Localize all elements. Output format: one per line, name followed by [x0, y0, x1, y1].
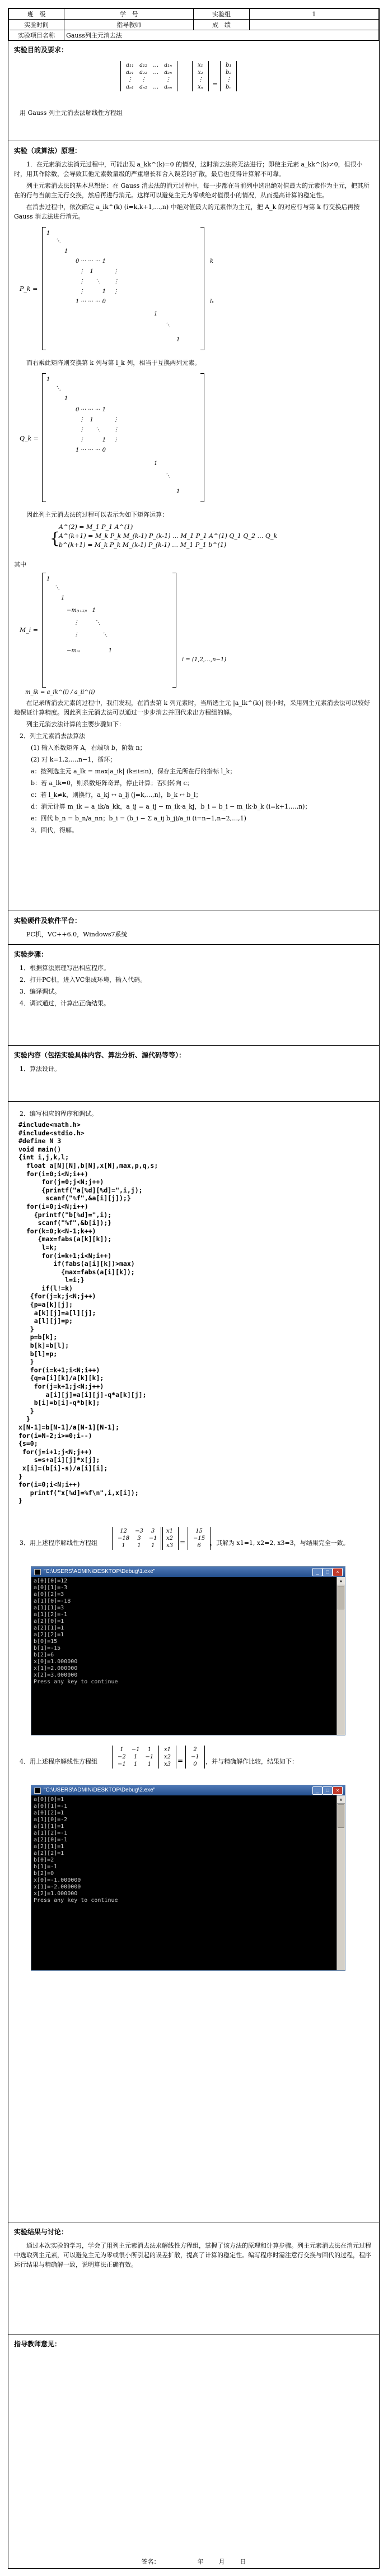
header-project-label: 实验项目名称: [9, 30, 64, 41]
algorithm-title: 2．列主元素消去法算法: [20, 732, 85, 740]
matrix-cell: −1: [148, 1535, 157, 1542]
step-item: 3．编译调试。: [20, 988, 60, 995]
vector-cell: x3: [164, 1761, 171, 1767]
matrix-cell: 3: [137, 1535, 141, 1542]
console-line: b[1]=-1: [34, 1864, 58, 1870]
purpose-line: 用 Gauss 列主元消去法解线性方程组: [20, 109, 123, 117]
code-line: void main(): [18, 1145, 62, 1153]
header-group-value: 1: [249, 9, 378, 20]
code-line: }: [18, 1415, 30, 1423]
item3-vector-x: [161, 1527, 179, 1550]
scroll-up-arrow-icon[interactable]: ▲: [337, 1577, 345, 1585]
item3-vector-b: [188, 1527, 211, 1550]
algorithm-step: c：若 l_k≠k，则换行，a_kj ↔ a_lj (j=k,…,n)，b_k ↔ b_l；: [31, 791, 202, 799]
item4-equals-sign: =: [177, 1757, 184, 1765]
console-line: x[0]=-1.000000: [34, 1877, 81, 1883]
algorithm-step: (1) 输入系数矩阵 A，右端项 b，阶数 n；: [31, 744, 146, 751]
code-line: a[l][j]=p;: [18, 1317, 73, 1325]
console-line: a[2][0]=1: [34, 1618, 64, 1624]
console-line: a[0][1]=-3: [34, 1585, 68, 1591]
code-block-area: [14, 1107, 373, 1505]
principle-paragraph-4: 在记录所消去元素的过程中，我们发现，在消去第 k 列元素时，当所选主元 |a_lk^(k)| 很小时，采用列主元素消去法可以较好地保证计算精度。因此列主元消去法可以通过一步步消去并回代求出方程组的解。: [14, 699, 370, 716]
code-line: l=k;: [18, 1243, 58, 1251]
matrix-cell: 1: [121, 1543, 125, 1549]
where-label: 其中: [14, 561, 26, 568]
close-button[interactable]: ×: [333, 1786, 343, 1795]
matrix-cell: −1: [145, 1754, 154, 1760]
content-divider: [8, 1101, 379, 1102]
vector-cell: x3: [166, 1543, 174, 1549]
matrix-cell: −3: [135, 1528, 143, 1534]
code-line: if(l!=k): [18, 1284, 73, 1292]
signature-line: [8, 2557, 379, 2566]
console-line: a[2][1]=1: [34, 1844, 64, 1850]
console-line: b[0]=15: [34, 1639, 58, 1645]
code-line: scanf("%f",&a[i][j]);}: [18, 1194, 131, 1203]
maximize-button[interactable]: □: [322, 1786, 333, 1795]
console-line: a[1][2]=-1: [34, 1830, 68, 1836]
console-1-output: [31, 1577, 345, 1686]
vector-cell: 6: [197, 1543, 201, 1549]
code-line: l=i;}: [18, 1276, 85, 1284]
code-line: b[i]=b[i]-q*b[k];: [18, 1399, 100, 1407]
code-line: }: [18, 1407, 34, 1415]
code-line: #define N 3: [18, 1137, 62, 1145]
algorithm-step: (2) 对 k=1,2,…,n−1，循环；: [31, 756, 116, 763]
equation-2: A^(k+1) = M_k P_k M_(k-1) P_(k-1) … M_1 P_1 A^(1) Q_1 Q_2 … Q_k: [59, 532, 278, 540]
console-line: b[2]=0: [34, 1870, 54, 1877]
principle-paragraph-2: 列主元素消去法的基本思想是：在 Gauss 消去法的消元过程中，每一步都在当前列中选出绝对值最大的元素作为主元，把其所在的行与当前主元行交换，然后再进行消元。这样可以避免主元为零或绝对值很小的情况，从而提高计算的稳定性。: [14, 182, 370, 199]
item3-suffix: ，其解为 x1=1, x2=2, x3=3，与结果完全一致。: [210, 1539, 349, 1547]
code-line: {printf("b[%d]=",i);: [18, 1210, 112, 1219]
code-line: scanf("%f",&b[i]);}: [18, 1219, 112, 1227]
maximize-button[interactable]: □: [322, 1568, 333, 1576]
matrix-p-label: P_k =: [20, 285, 38, 293]
summary-title: 实验结果与讨论：: [14, 2228, 68, 2236]
code-line: for(j=k+1;j<N;j++): [18, 1382, 104, 1390]
matrix-cell: −2: [118, 1754, 126, 1760]
code-line: }: [18, 1325, 34, 1333]
code-line: {p=a[k][j];: [18, 1301, 73, 1309]
code-line: x[N-1]=b[N-1]/a[N-1][N-1];: [18, 1423, 120, 1431]
header-score-value: [249, 20, 378, 30]
console-line: a[1][2]=-1: [34, 1612, 68, 1618]
console-icon: [34, 1788, 41, 1794]
principle-paragraph-3: 在消去过程中，依次确定 a_ik^(k) (i=k,k+1,…,n) 中绝对值最大的元素作为主元，把 A_k 的对应行与第 k 行交换后再按 Gauss 消去法进行消元。: [14, 203, 360, 220]
algorithm-steps: [31, 743, 373, 835]
code-line: {printf("a[%d][%d]=",i,j);: [18, 1186, 143, 1194]
header-score-label: 成 绩: [194, 20, 249, 30]
header-teacher-label: 指导教师: [64, 20, 194, 30]
console-2-scrollbar[interactable]: [336, 1795, 345, 1970]
scroll-thumb[interactable]: [338, 1586, 344, 1609]
principle-title: 实验（或算法）原理：: [14, 147, 82, 155]
equation-3: b^(k+1) = M_k P_k M_(k-1) P_(k-1) … M_1 P_1 b^(1): [59, 541, 227, 549]
console-1-title: "C:\USERS\ADMIN\DESKTOP\Debug\1.exe": [44, 1568, 156, 1575]
vector-cell: x1: [164, 1747, 171, 1753]
code-line: printf("x[%d]=%f\n",i,x[i]);: [18, 1488, 139, 1497]
console-line: a[0][2]=1: [34, 1810, 64, 1816]
report-header: [8, 8, 379, 41]
console-line: a[2][1]=1: [34, 1625, 64, 1631]
content-item-1: 1．算法设计。: [20, 1065, 60, 1073]
console-icon: [34, 1569, 41, 1575]
item3-matrix: [112, 1527, 163, 1550]
console-window-1: [31, 1566, 345, 1735]
equation-1: A^(2) = M_1 P_1 A^(1): [59, 523, 133, 531]
code-line: if(fabs(a[i][k])>max): [18, 1260, 135, 1268]
matrix-m-definition: m_ik = a_ik^(i) / a_ii^(i): [25, 689, 95, 695]
purpose-matrix-a: a₁₁ a₁₂ … a₁ₙ a₂₁ a₂₂ … a₂ₙ ⋮ ⋮ ⋮ aₙ₁ aₙ₂ … aₙₙ: [120, 61, 177, 91]
algorithm-step: a：按列选主元 a_lk = max|a_ik| (k≤i≤n)，保存主元所在行的指标 l_k；: [31, 768, 236, 775]
header-id-label: 学 号: [64, 9, 194, 20]
code-line: {q=a[i][k]/a[k][k];: [18, 1374, 104, 1382]
item4-vector-x: [158, 1746, 176, 1769]
purpose-title: 实验目的及要求：: [14, 46, 68, 54]
item4-prefix: 4．用上述程序解线性方程组: [20, 1758, 97, 1765]
vector-cell: 2: [193, 1747, 197, 1753]
matrix-cell: 12: [120, 1528, 127, 1534]
code-line: for(i=k+1;i<N;i++): [18, 1366, 100, 1374]
console-line: x[1]=2.000000: [34, 1665, 78, 1672]
purpose-equals-sign: =: [212, 80, 218, 88]
signature-label: 签名：: [141, 2558, 160, 2565]
vector-cell: −1: [191, 1754, 199, 1760]
principle-section: [8, 141, 379, 911]
vector-cell: −15: [193, 1535, 205, 1542]
algorithm-step: b：若 a_lk=0，则系数矩阵奇异，停止计算；否则转向 c；: [31, 779, 193, 787]
vector-cell: x2: [164, 1754, 171, 1760]
code-line: s=s+a[i][j]*x[j];: [18, 1456, 100, 1464]
console-line: b[2]=6: [34, 1652, 54, 1658]
code-line: a[k][j]=a[l][j];: [18, 1308, 96, 1317]
matrix-cell: −18: [118, 1535, 130, 1542]
code-line: {for(j=k;j<N;j++): [18, 1292, 96, 1301]
code-line: for(k=0;k<N-1;k++): [18, 1227, 96, 1235]
algorithm-step: 3．回代，得解。: [31, 827, 78, 834]
teacher-section: [8, 2334, 379, 2568]
code-line: p=b[k];: [18, 1333, 58, 1342]
code-line: }: [18, 1497, 22, 1505]
purpose-vector-b: b₁ b₂ ⋮ bₙ: [220, 61, 237, 91]
code-line: x[i]=(b[i]-s)/a[i][i];: [18, 1464, 108, 1472]
matrix-cell: 1: [133, 1761, 138, 1767]
purpose-vector-x: x₁ x₂ ⋮ xₙ: [192, 61, 209, 91]
console-2-titlebar: [31, 1785, 345, 1795]
item4-line: [14, 1746, 373, 1779]
matrix-cell: 1: [151, 1543, 155, 1549]
code-line: for(i=N-2;i>=0;i--): [18, 1431, 92, 1440]
matrix-cell: −1: [118, 1761, 126, 1767]
matrix-cell: 1: [137, 1543, 141, 1549]
matrix-cell: 1: [147, 1747, 152, 1753]
console-line: a[0][2]=3: [34, 1591, 64, 1598]
code-line: {max=fabs(a[k][k]);: [18, 1235, 112, 1243]
console-window-2: [31, 1785, 345, 1971]
item4-matrix: [112, 1746, 159, 1769]
summary-text: 通过本次实验的学习，学会了用列主元素消去法求解线性方程组，掌握了该方法的原理和计算步骤。列主元素消去法在消元过程中选取列主元素，可以避免主元为零或很小所引起的误差扩散，提高了计算的稳定性。编写程序时需注意行交换与回代的过程，程序运行结果与精确解一致，说明算法正确有效。: [14, 2242, 371, 2268]
console-line: x[2]=1.000000: [34, 1891, 78, 1897]
console-line: x[1]=-2.000000: [34, 1884, 81, 1890]
item4-vector-b: [185, 1746, 205, 1769]
console-line: a[0][0]=1: [34, 1797, 64, 1803]
environment-line: PC机，VC++6.0，Windows7系统: [26, 931, 128, 938]
console-line: a[1][0]=-18: [34, 1598, 71, 1604]
row-lk-marker: lₖ: [210, 299, 214, 305]
vector-cell: 15: [195, 1528, 203, 1534]
item3-equals-sign: =: [180, 1538, 186, 1546]
item3-line: [14, 1527, 373, 1561]
code-line: for(j=i+1;j<N;j++): [18, 1447, 92, 1456]
console-2-title: "C:\USERS\ADMIN\DESKTOP\Debug\2.exe": [44, 1787, 156, 1793]
console-line: a[0][1]=-1: [34, 1803, 68, 1809]
matrix-m-index: i = (1,2,…,n−1): [182, 657, 227, 663]
content-item-2: 2．编写相应的程序和调试。: [20, 1110, 97, 1117]
source-code: [18, 1121, 373, 1505]
console-line: a[2][0]=-1: [34, 1837, 68, 1843]
steps-title: 实验步骤：: [14, 950, 48, 958]
console-line: b[0]=2: [34, 1857, 54, 1863]
note-after-q: 因此列主元消去法的过程可以表示为如下矩阵运算：: [26, 511, 168, 518]
step-item: 2．打开PC机，进入VC集成环境，输入代码。: [20, 976, 147, 983]
purpose-system: [20, 61, 373, 123]
purpose-section: [8, 40, 379, 141]
note-after-p: 而右乘此矩阵则交换第 k 列与第 l_k 列，相当于互换两列元素。: [26, 359, 201, 366]
code-line: for(i=k+1;i<N;i++): [18, 1251, 112, 1260]
item3-prefix: 3．用上述程序解线性方程组: [20, 1539, 97, 1547]
vector-cell: x2: [166, 1535, 174, 1542]
content-title: 实验内容（包括实验具体内容、算法分析、源代码等等）：: [14, 1051, 186, 1059]
teacher-title: 指导教师意见：: [14, 2340, 62, 2348]
environment-title: 实验硬件及软件平台：: [14, 917, 82, 925]
item4-suffix: ，并与精确解作比较，结果如下：: [205, 1758, 298, 1765]
row-k-marker: k: [210, 258, 214, 264]
code-line: a[i][j]=a[i][j]-q*a[k][j];: [18, 1390, 147, 1399]
elimination-matrix-m: M_i = 1 ⋱ 1 −m₍ᵢ₊₁₎ᵢ 1 ⋮ ⋱ ⋮ ⋱ −mₙᵢ 1 i = (1,2,…,n−1) m_ik = a_ik^(i) / a_ii^(i): [14, 573, 373, 696]
console-line: a[2][2]=1: [34, 1850, 64, 1856]
signature-month: 月: [218, 2558, 225, 2565]
summary-section: [8, 2222, 379, 2334]
console-line: b[1]=-15: [34, 1645, 61, 1651]
vector-cell: 0: [193, 1761, 197, 1767]
matrix-cell: 1: [120, 1747, 124, 1753]
matrix-cell: 1: [147, 1761, 152, 1767]
environment-section: [8, 911, 379, 944]
matrix-q-label: Q_k =: [20, 435, 39, 442]
permutation-matrix-p: P_k = 1 ⋱ 1 0 ··· ··· ··· 1 ⋮ 1 ⋮ ⋮ ⋱ ⋮ ⋮ 1 ⋮ 1 ··· ··· ··· 0 1 ⋱ 1 k lₖ: [14, 227, 373, 356]
algorithm-step: e：回代 b_n = b_n/a_nn；b_i = (b_i − Σ a_ij b_j)/a_ii (i=n−1,n−2,…,1): [31, 815, 246, 822]
close-button[interactable]: ×: [333, 1568, 343, 1576]
principle-paragraph-5: 列主元消去法计算的主要步骤如下：: [26, 721, 125, 728]
console-1-titlebar: [31, 1567, 345, 1577]
signature-day: 日: [240, 2558, 246, 2565]
console-line: a[2][2]=1: [34, 1632, 64, 1638]
equation-brace: {: [50, 529, 60, 547]
header-group-label: 实验组: [194, 9, 249, 20]
code-line: #include<math.h>: [18, 1121, 81, 1129]
console-line: a[1][0]=-2: [34, 1817, 68, 1823]
principle-paragraph-1: 1．在元素消去法消元过程中，可能出现 a_kk^(k)=0 的情况，这时消去法将无法进行；即使主元素 a_kk^(k)≠0，但很小时，用其作除数，会导致其他元素数量级的严重增长和舍入误差的扩散，最后也使得计算解不可靠。: [14, 161, 363, 178]
code-line: b[k]=b[l];: [18, 1342, 69, 1350]
code-line: }: [18, 1358, 34, 1366]
code-line: {int i,j,k,l;: [18, 1153, 69, 1162]
signature-year: 年: [197, 2558, 204, 2565]
algorithm-step: d：消元计算 m_ik = a_ik/a_kk，a_ij = a_ij − m_ik·a_kj，b_i = b_i − m_ik·b_k (i=k+1,…,n)；: [31, 803, 311, 810]
console-line: a[1][1]=3: [34, 1605, 64, 1611]
code-line: {s=0;: [18, 1440, 38, 1448]
header-project-value: Gauss列主元消去法: [64, 30, 379, 41]
elimination-equations: [36, 523, 373, 556]
step-item: 4．调试通过，计算出正确结果。: [20, 1000, 110, 1007]
console-line: Press any key to continue: [34, 1897, 118, 1904]
code-line: for(j=0;j<N;j++): [18, 1178, 104, 1186]
step-item: 1．根据算法原理写出相应程序。: [20, 964, 110, 972]
report-page: [8, 8, 380, 2569]
minimize-button[interactable]: _: [312, 1568, 322, 1576]
matrix-cell: 1: [133, 1754, 138, 1760]
permutation-matrix-q: Q_k = 1 ⋱ 1 0 ··· ··· ··· 1 ⋮ 1 ⋮ ⋮ ⋱ ⋮ ⋮ 1 ⋮ 1 ··· ··· ··· 0 1 ⋱ 1: [14, 373, 373, 508]
console-line: a[0][0]=12: [34, 1578, 68, 1584]
minimize-button[interactable]: _: [312, 1786, 322, 1795]
header-class-label: 班 级: [9, 9, 64, 20]
code-line: b[l]=p;: [18, 1349, 58, 1358]
code-line: float a[N][N],b[N],x[N],max,p,q,s;: [18, 1161, 158, 1169]
console-line: a[1][1]=1: [34, 1823, 64, 1830]
matrix-cell: −1: [131, 1747, 140, 1753]
console-line: x[2]=3.000000: [34, 1672, 78, 1678]
code-line: {max=fabs(a[i][k]);: [18, 1268, 135, 1276]
console-line: x[0]=1.000000: [34, 1659, 78, 1665]
code-line: }: [18, 1472, 22, 1480]
matrix-m-label: M_i =: [20, 626, 38, 634]
header-time-label: 实验时间: [9, 20, 64, 30]
console-2-output: [31, 1795, 345, 1904]
code-line: for(i=0;i<N;i++): [18, 1202, 88, 1210]
code-line: for(i=0;i<N;i++): [18, 1480, 81, 1489]
scroll-up-arrow-icon[interactable]: ▲: [337, 1795, 345, 1804]
code-line: for(i=0;i<N;i++): [18, 1169, 88, 1178]
console-line: Press any key to continue: [34, 1679, 118, 1685]
code-line: #include<stdio.h>: [18, 1129, 85, 1137]
vector-cell: x1: [166, 1528, 174, 1534]
matrix-cell: 3: [151, 1528, 155, 1534]
console-1-scrollbar[interactable]: [336, 1577, 345, 1735]
scroll-thumb[interactable]: [338, 1804, 344, 1828]
steps-section: [8, 944, 379, 1045]
